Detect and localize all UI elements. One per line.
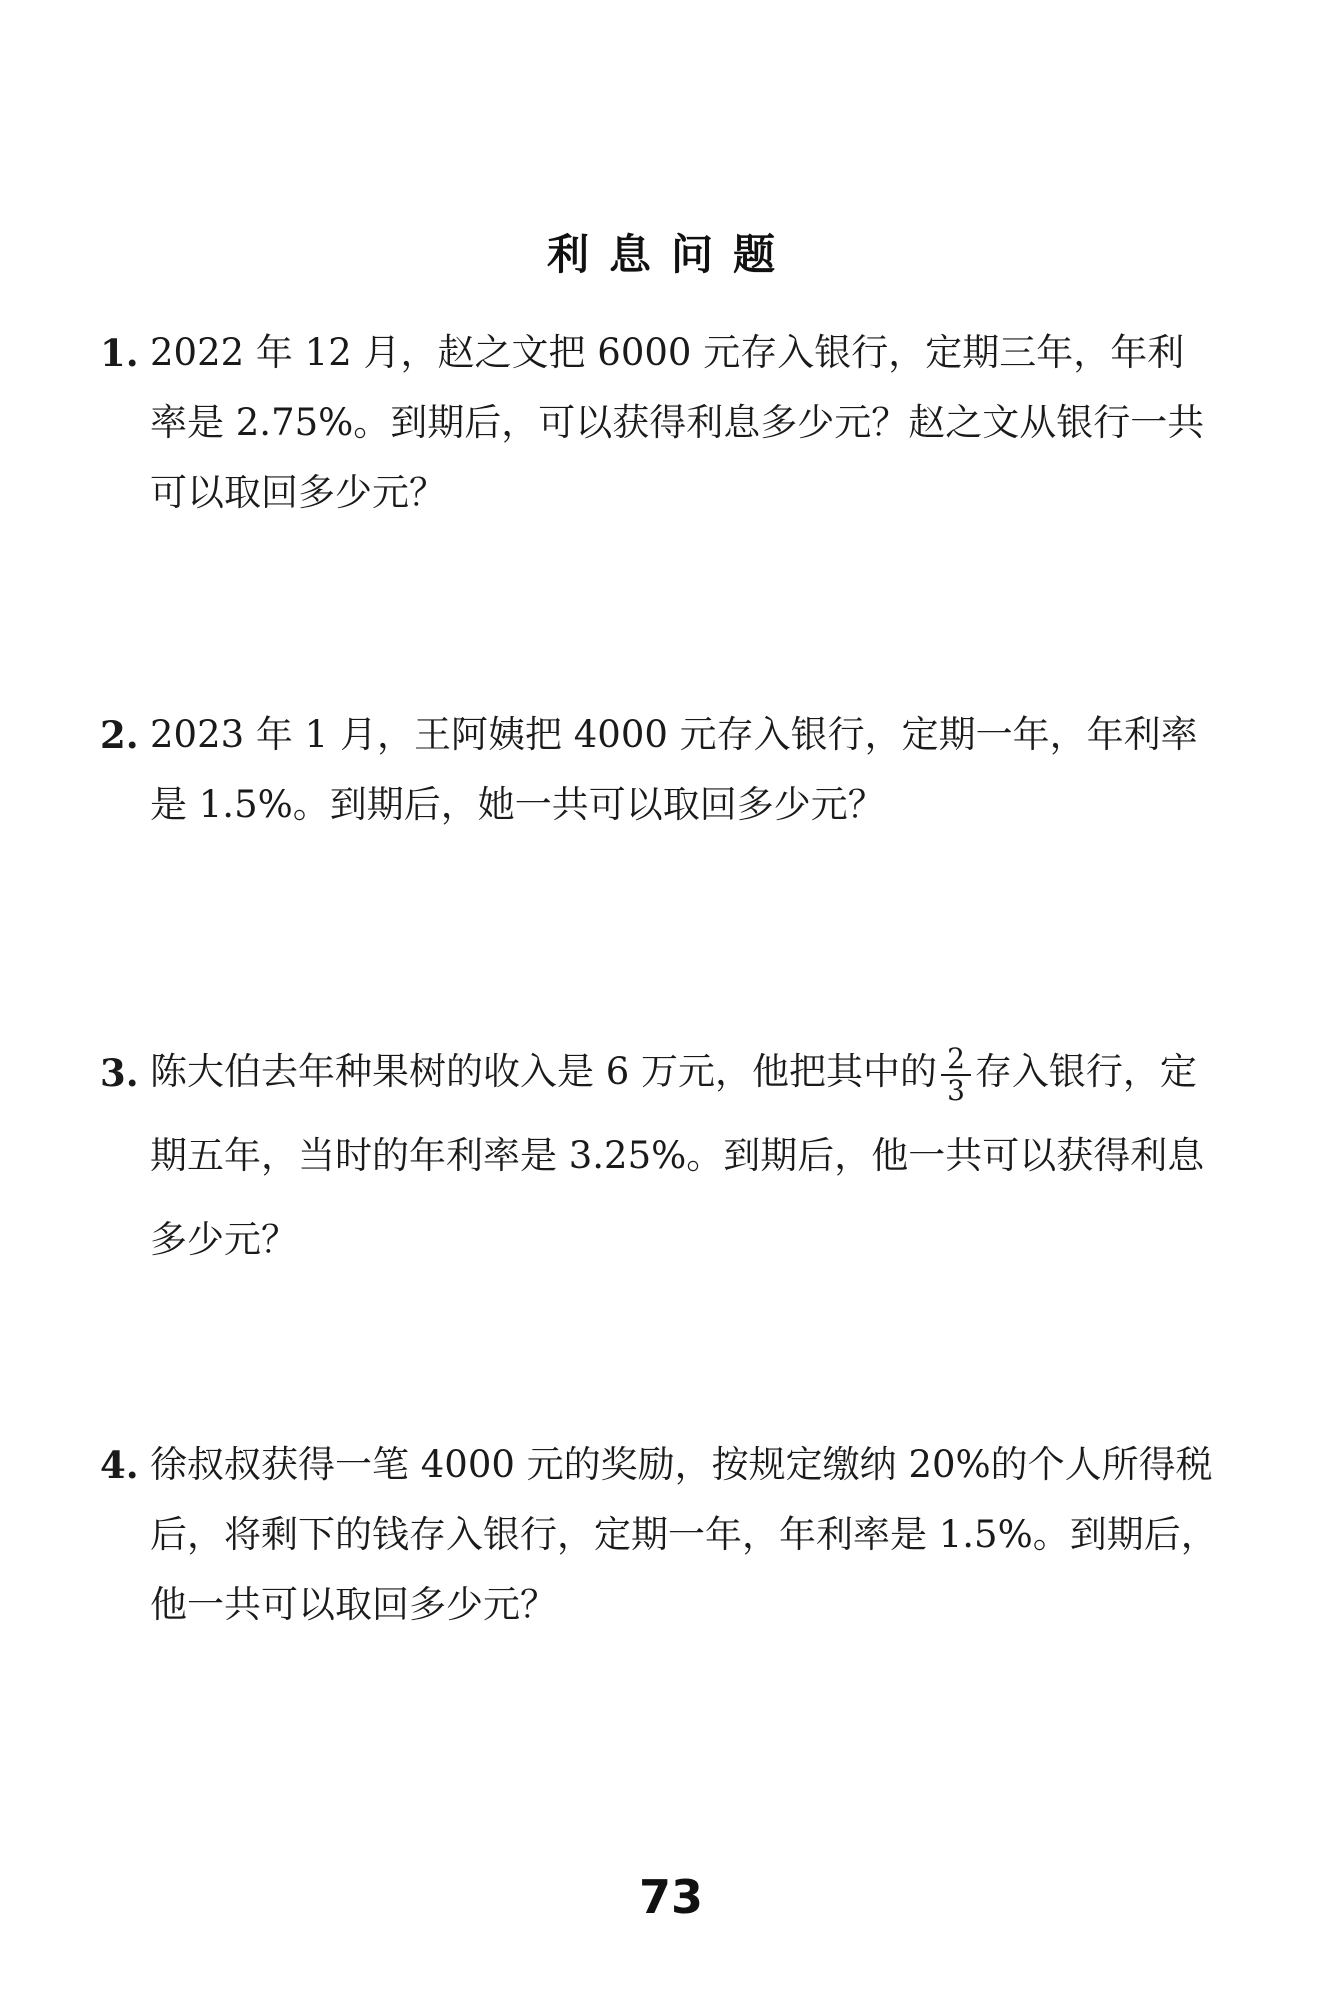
problem-text: 徐叔叔获得一笔 4000 元的奖励，按规定缴纳 20%的个人所得税后，将剩下的钱存入银行，定期一年，年利率是 1.5%。到期后，他一共可以取回多少元？: [150, 1443, 1218, 1626]
problem-number: 3.: [100, 1051, 139, 1095]
problem-text-before: 陈大伯去年种果树的收入是 6 万元，他把其中的: [150, 1050, 938, 1093]
problem-text: [150, 1030, 1220, 1282]
problem-number: 4.: [100, 1443, 139, 1487]
problem-4: [100, 1430, 1220, 1640]
problem-number: 1.: [100, 331, 139, 375]
problem-text-after: 存入银行，定期五年，当时的年利率是 3.25%。到期后，他一共可以获得利息多少元？: [150, 1050, 1205, 1261]
fraction: [941, 1041, 971, 1107]
problem-number: 2.: [100, 713, 139, 757]
fraction-denominator: 3: [947, 1073, 965, 1107]
problem-text: 2023 年 1 月，王阿姨把 4000 元存入银行，定期一年，年利率是 1.5%。到期后，她一共可以取回多少元？: [150, 713, 1198, 826]
problem-2: [100, 700, 1220, 840]
page-number: 73: [638, 1870, 703, 1924]
problem-1: [100, 318, 1220, 528]
fraction-numerator: 2: [941, 1044, 971, 1076]
problem-3: [100, 1030, 1220, 1282]
problem-text: 2022 年 12 月，赵之文把 6000 元存入银行，定期三年，年利率是 2.75%。到期后，可以获得利息多少元？赵之文从银行一共可以取回多少元？: [150, 331, 1205, 514]
page-title: 利息问题: [546, 230, 795, 279]
